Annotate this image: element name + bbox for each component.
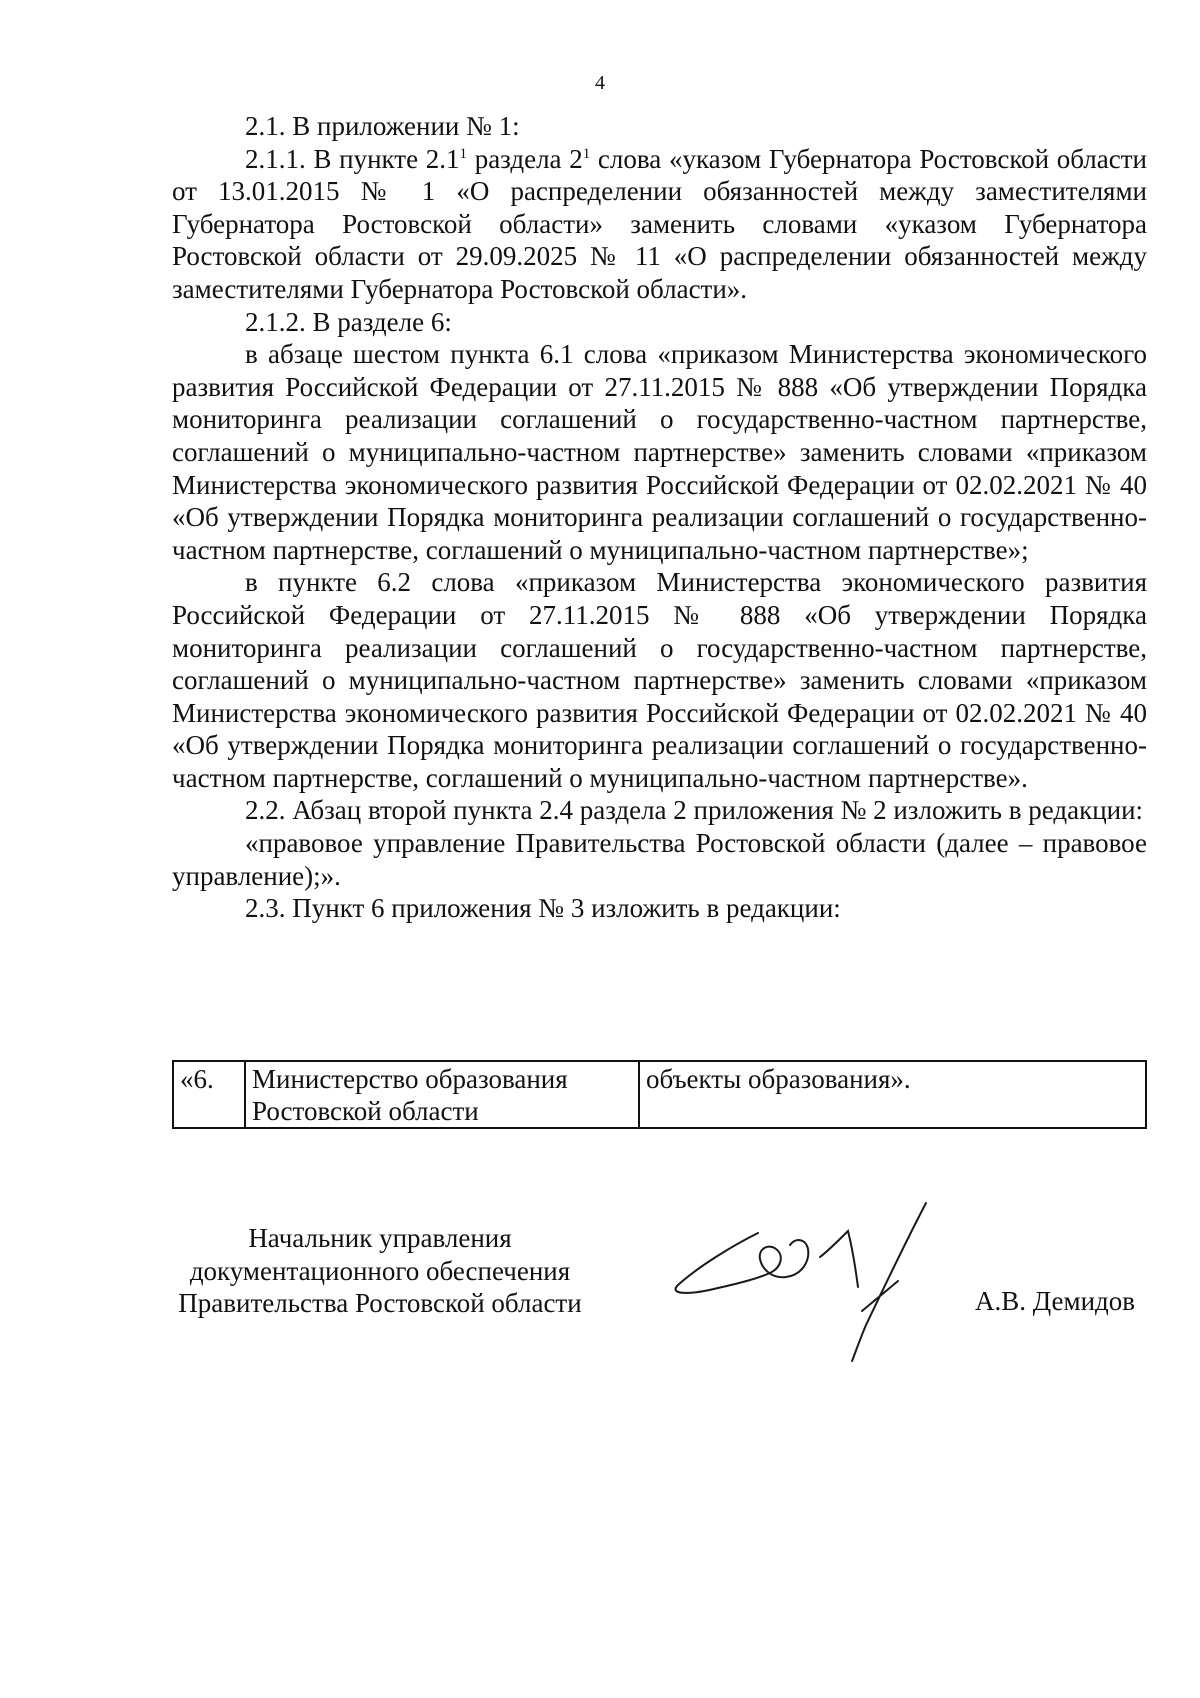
handwritten-signature bbox=[660, 1195, 950, 1365]
section-2-1-heading: 2.1. В приложении № 1: bbox=[245, 111, 520, 141]
amendment-table bbox=[172, 1060, 1147, 1129]
signatory-position-line-2: документационного обеспечения bbox=[189, 1255, 571, 1286]
item-2-1-1-mid: раздела 2 bbox=[467, 143, 583, 174]
signatory-name: А.В. Демидов bbox=[975, 1286, 1136, 1316]
table-cell-objects: объекты образования». bbox=[639, 1061, 1146, 1128]
signatory-position bbox=[150, 1222, 610, 1320]
table-cell-organization: Министерство образования Ростовской области bbox=[245, 1061, 639, 1128]
superscript-1: 1 bbox=[459, 145, 468, 162]
item-2-1-2-paragraph-6-2: в пункте 6.2 слова «приказом Министерства экономического развития Российской Федерации от 27.11.2015 № 888 «Об утверждении Порядка мониторинга реализации соглашений о государственно-частном партнерстве, соглашений о муниципально-частном партнерстве» заменить словами «приказом Министерства экономического развития Российской Федерации от 02.02.2021 № 40 «Об утверждении Порядка мониторинга реализации соглашений о государственно-частном партнерстве, соглашений о муниципально-частном партнерстве». bbox=[172, 567, 1147, 793]
page-number: 4 bbox=[595, 72, 605, 94]
section-2-3: 2.3. Пункт 6 приложения № 3 изложить в редакции: bbox=[245, 893, 841, 924]
signatory-position-line-1: Начальник управления bbox=[248, 1223, 512, 1253]
item-2-1-1-lead: 2.1.1. В пункте 2.1 bbox=[245, 143, 460, 174]
table-cell-number: «6. bbox=[173, 1061, 245, 1128]
section-2-2-quote: «правовое управление Правительства Ростовской области (далее – правовое управление);». bbox=[172, 828, 1147, 891]
section-2-2: 2.2. Абзац второй пункта 2.4 раздела 2 приложения № 2 изложить в редакции: bbox=[245, 795, 1144, 826]
item-2-1-1 bbox=[172, 143, 1147, 306]
superscript-2: 1 bbox=[582, 145, 591, 162]
item-2-1-2-heading: 2.1.2. В разделе 6: bbox=[245, 306, 452, 337]
table-row bbox=[173, 1061, 1146, 1128]
item-2-1-1-rest: слова «указом Губернатора Ростовской области от 13.01.2015 № 1 «О распределении обязанностей между заместителями Губернатора Ростовской области» заменить словами «указом Губернатора Ростовской области от 29.09.2025 № 11 «О распределении обязанностей между заместителями Губернатора Ростовской области». bbox=[172, 143, 1147, 304]
signatory-position-line-3: Правительства Ростовской области bbox=[178, 1288, 582, 1318]
item-2-1-2-paragraph-6-1: в абзаце шестом пункта 6.1 слова «приказом Министерства экономического развития Российской Федерации от 27.11.2015 № 888 «Об утверждении Порядка мониторинга реализации соглашений о государственно-частном партнерстве, соглашений о муниципально-частном партнерстве» заменить словами «приказом Министерства экономического развития Российской Федерации от 02.02.2021 № 40 «Об утверждении Порядка мониторинга реализации соглашений о государственно-частном партнерстве, соглашений о муниципально-частном партнерстве»; bbox=[172, 339, 1147, 565]
document-body bbox=[172, 110, 1147, 925]
